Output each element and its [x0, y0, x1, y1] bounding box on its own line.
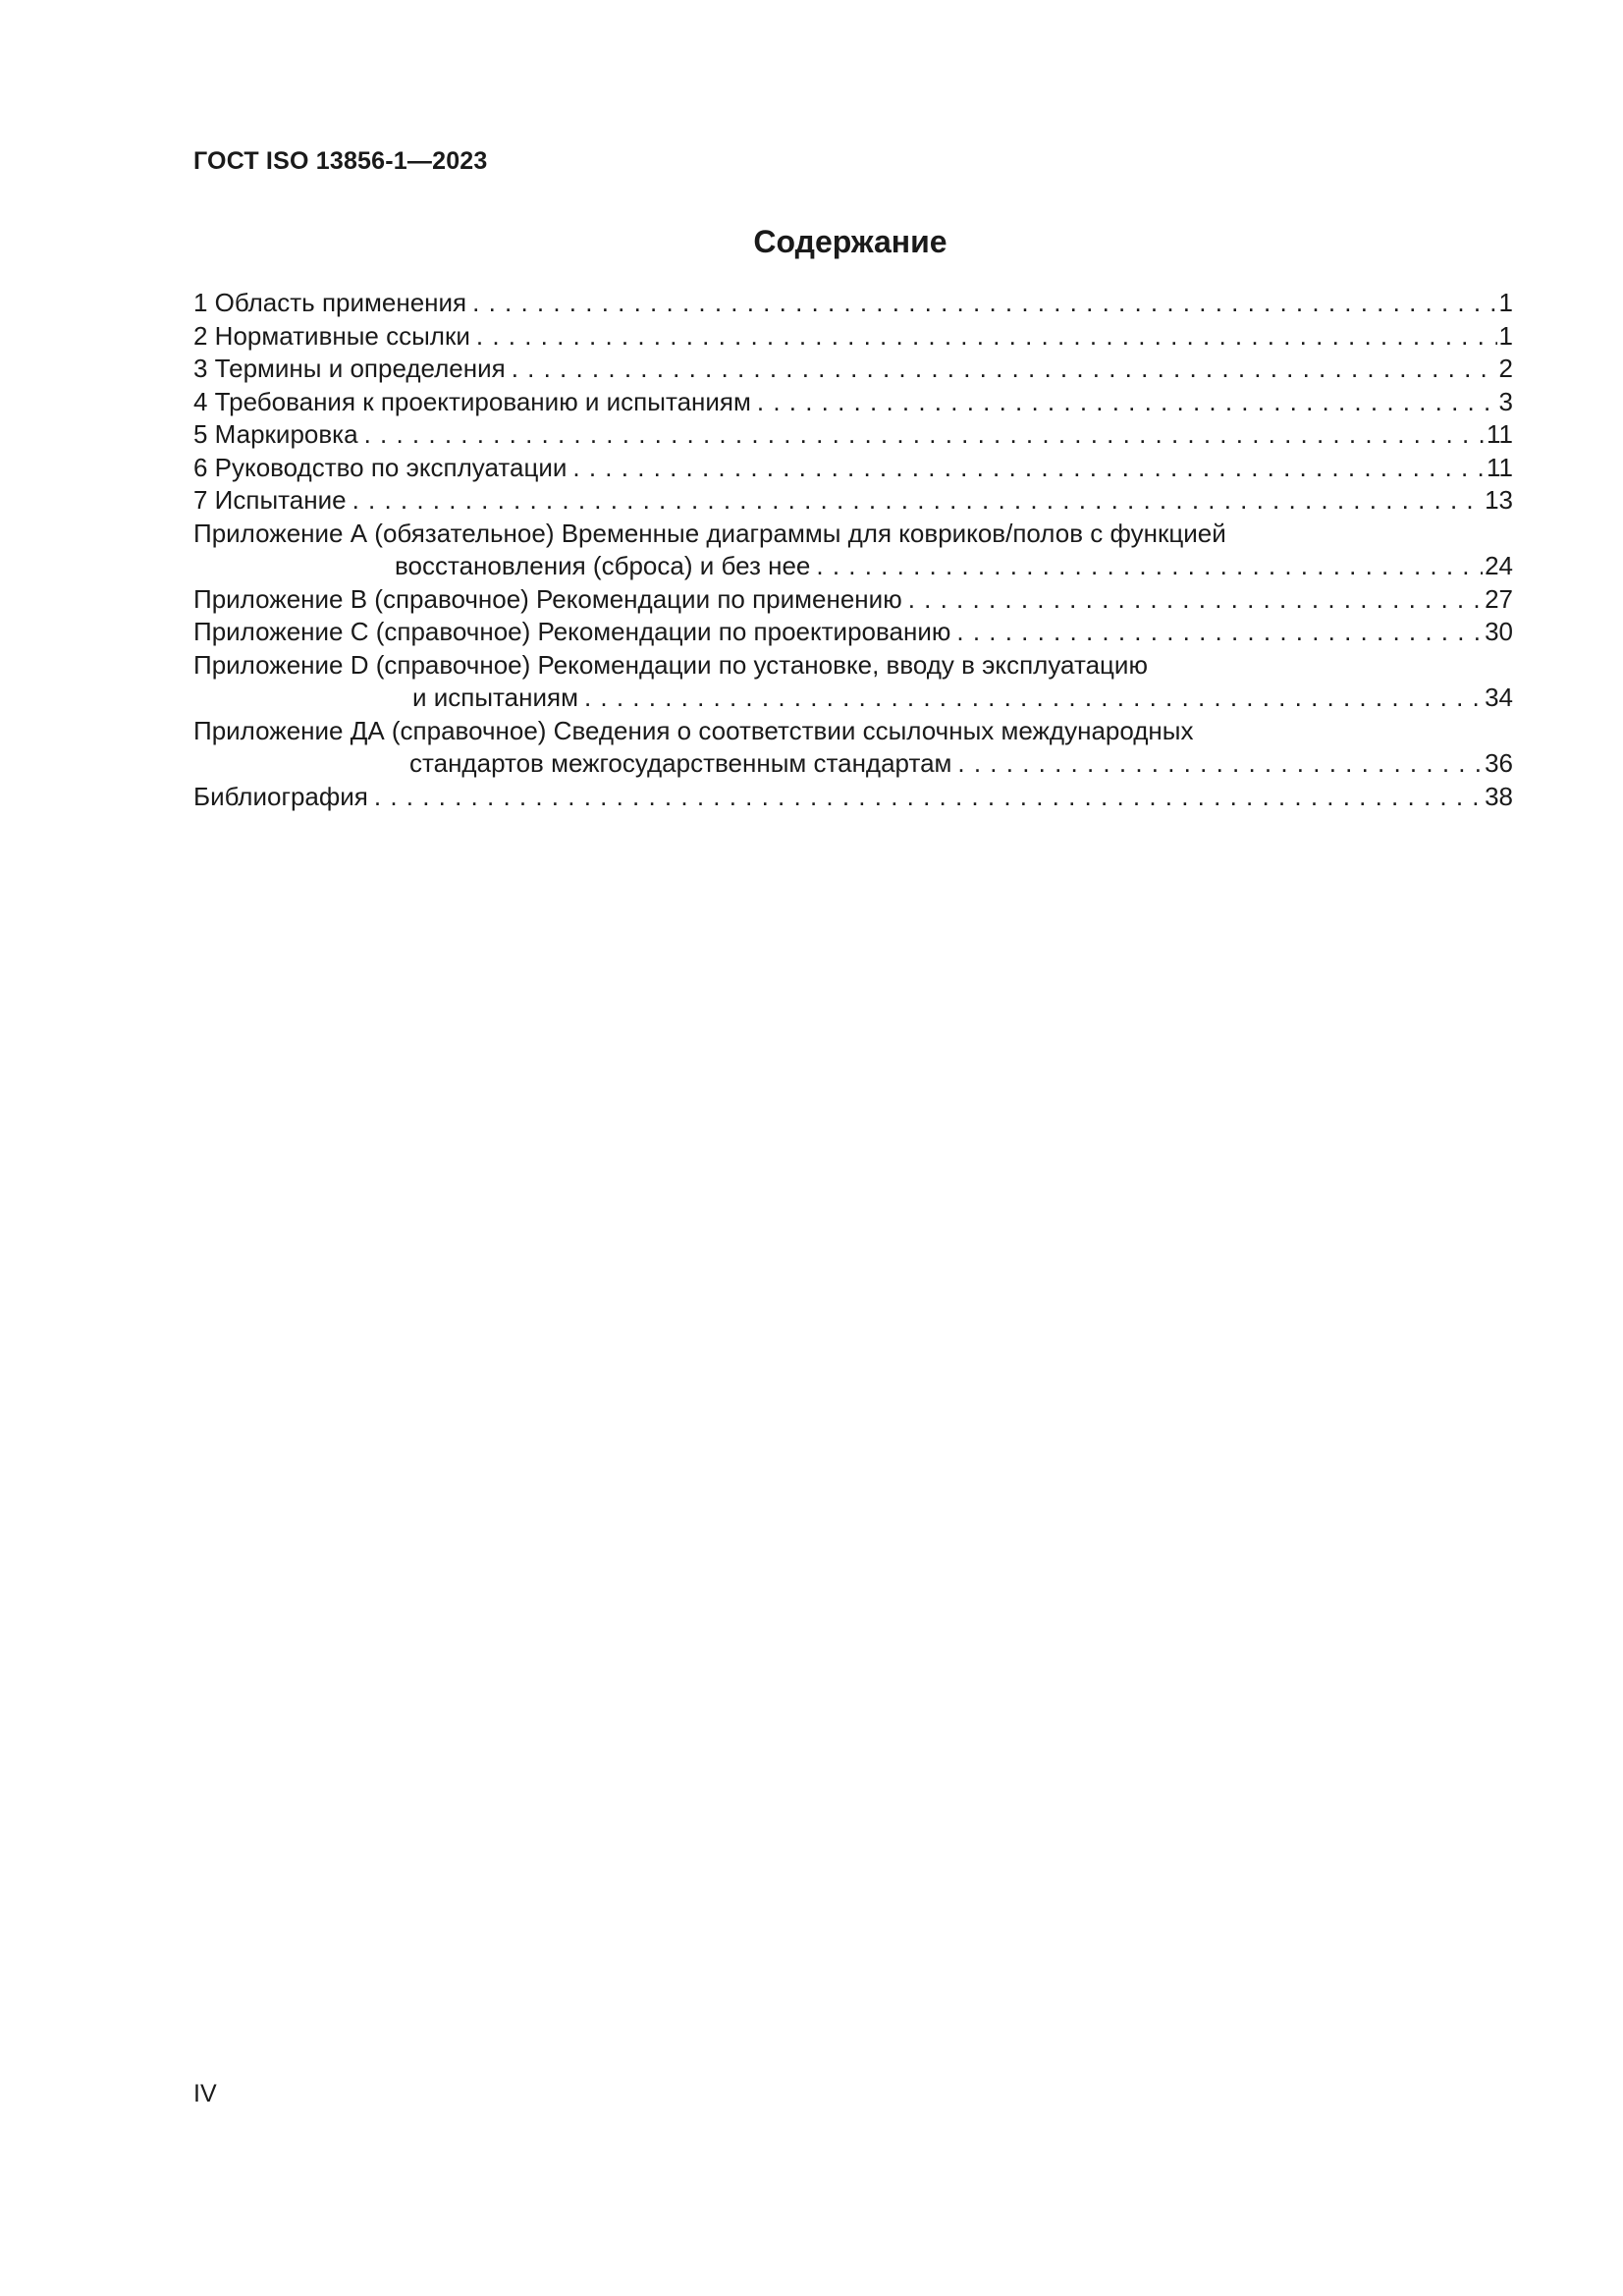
toc-entry-annex-da[interactable]: [193, 715, 1513, 781]
toc-entry-text: 3 Термины и определения: [193, 354, 506, 383]
toc-leader-dots: [506, 353, 1497, 386]
toc-entry-page: 13: [1485, 485, 1513, 515]
toc-entry-annex-c[interactable]: [193, 616, 1513, 649]
toc-leader-dots: [578, 682, 1483, 715]
toc-entry-text: 5 Маркировка: [193, 419, 358, 449]
toc-entry-page: 38: [1485, 781, 1513, 811]
toc-entry-normative-references[interactable]: [193, 320, 1513, 354]
toc-entry-text: 4 Требования к проектированию и испытаниям: [193, 386, 751, 416]
toc-entry-testing[interactable]: [193, 484, 1513, 518]
toc-entry-scope[interactable]: [193, 287, 1513, 320]
toc-entry-text: 2 Нормативные ссылки: [193, 320, 470, 351]
toc-entry-page: 11: [1487, 419, 1513, 449]
toc-entry-page: 24: [1485, 551, 1513, 580]
toc-entry-annex-b[interactable]: [193, 583, 1513, 617]
toc-entry-text: 7 Испытание: [193, 485, 347, 515]
toc-leader-dots: [951, 747, 1483, 781]
toc-entry-bibliography[interactable]: [193, 781, 1513, 814]
toc-entry-text-continued: и испытаниям: [412, 683, 578, 712]
toc-entry-page: 11: [1487, 452, 1513, 482]
toc-leader-dots: [810, 550, 1483, 583]
toc-entry-text-continued: стандартов межгосударственным стандартам: [409, 748, 952, 778]
toc-entry-page: 27: [1485, 583, 1513, 614]
toc-entry-page: 3: [1498, 386, 1513, 416]
toc-entry-annex-d[interactable]: [193, 649, 1513, 715]
toc-leader-dots: [950, 616, 1483, 649]
toc-entry-text: 1 Область применения: [193, 288, 467, 317]
toc-entry-page: 2: [1498, 354, 1513, 383]
toc-leader-dots: [466, 287, 1496, 320]
toc-entry-text: 6 Руководство по эксплуатации: [193, 452, 568, 482]
toc-entry-manual[interactable]: [193, 452, 1513, 485]
table-of-contents: [193, 287, 1513, 813]
toc-leader-dots: [347, 484, 1484, 518]
toc-entry-text: Приложение В (справочное) Рекомендации по применению: [193, 583, 902, 614]
toc-entry-text-continued: восстановления (сброса) и без нее: [395, 551, 811, 580]
toc-entry-page: 1: [1498, 288, 1513, 317]
toc-entry-design-requirements[interactable]: [193, 386, 1513, 419]
toc-entry-text: Библиография: [193, 781, 368, 811]
toc-leader-dots: [358, 418, 1485, 452]
toc-leader-dots: [902, 583, 1483, 617]
toc-entry-page: 30: [1485, 617, 1513, 646]
toc-entry-text: Приложение ДА (справочное) Сведения о соответствии ссылочных международных: [193, 715, 1194, 745]
toc-leader-dots: [567, 452, 1485, 485]
toc-entry-text: Приложение D (справочное) Рекомендации по установке, вводу в эксплуатацию: [193, 649, 1148, 680]
toc-entry-text: Приложение А (обязательное) Временные диаграммы для ковриков/полов с функцией: [193, 518, 1226, 548]
page-number: IV: [193, 2080, 217, 2107]
toc-title: Содержание: [753, 224, 947, 259]
toc-entry-page: 36: [1485, 748, 1513, 778]
toc-entry-text: Приложение С (справочное) Рекомендации по проектированию: [193, 617, 951, 646]
toc-leader-dots: [751, 386, 1497, 419]
toc-leader-dots: [368, 781, 1483, 814]
toc-entry-marking[interactable]: [193, 418, 1513, 452]
toc-entry-page: 1: [1498, 320, 1513, 351]
toc-entry-terms[interactable]: [193, 353, 1513, 386]
document-code: ГОСТ ISO 13856-1—2023: [193, 147, 488, 175]
toc-leader-dots: [470, 320, 1497, 354]
toc-entry-page: 34: [1485, 683, 1513, 712]
toc-entry-annex-a[interactable]: [193, 518, 1513, 583]
